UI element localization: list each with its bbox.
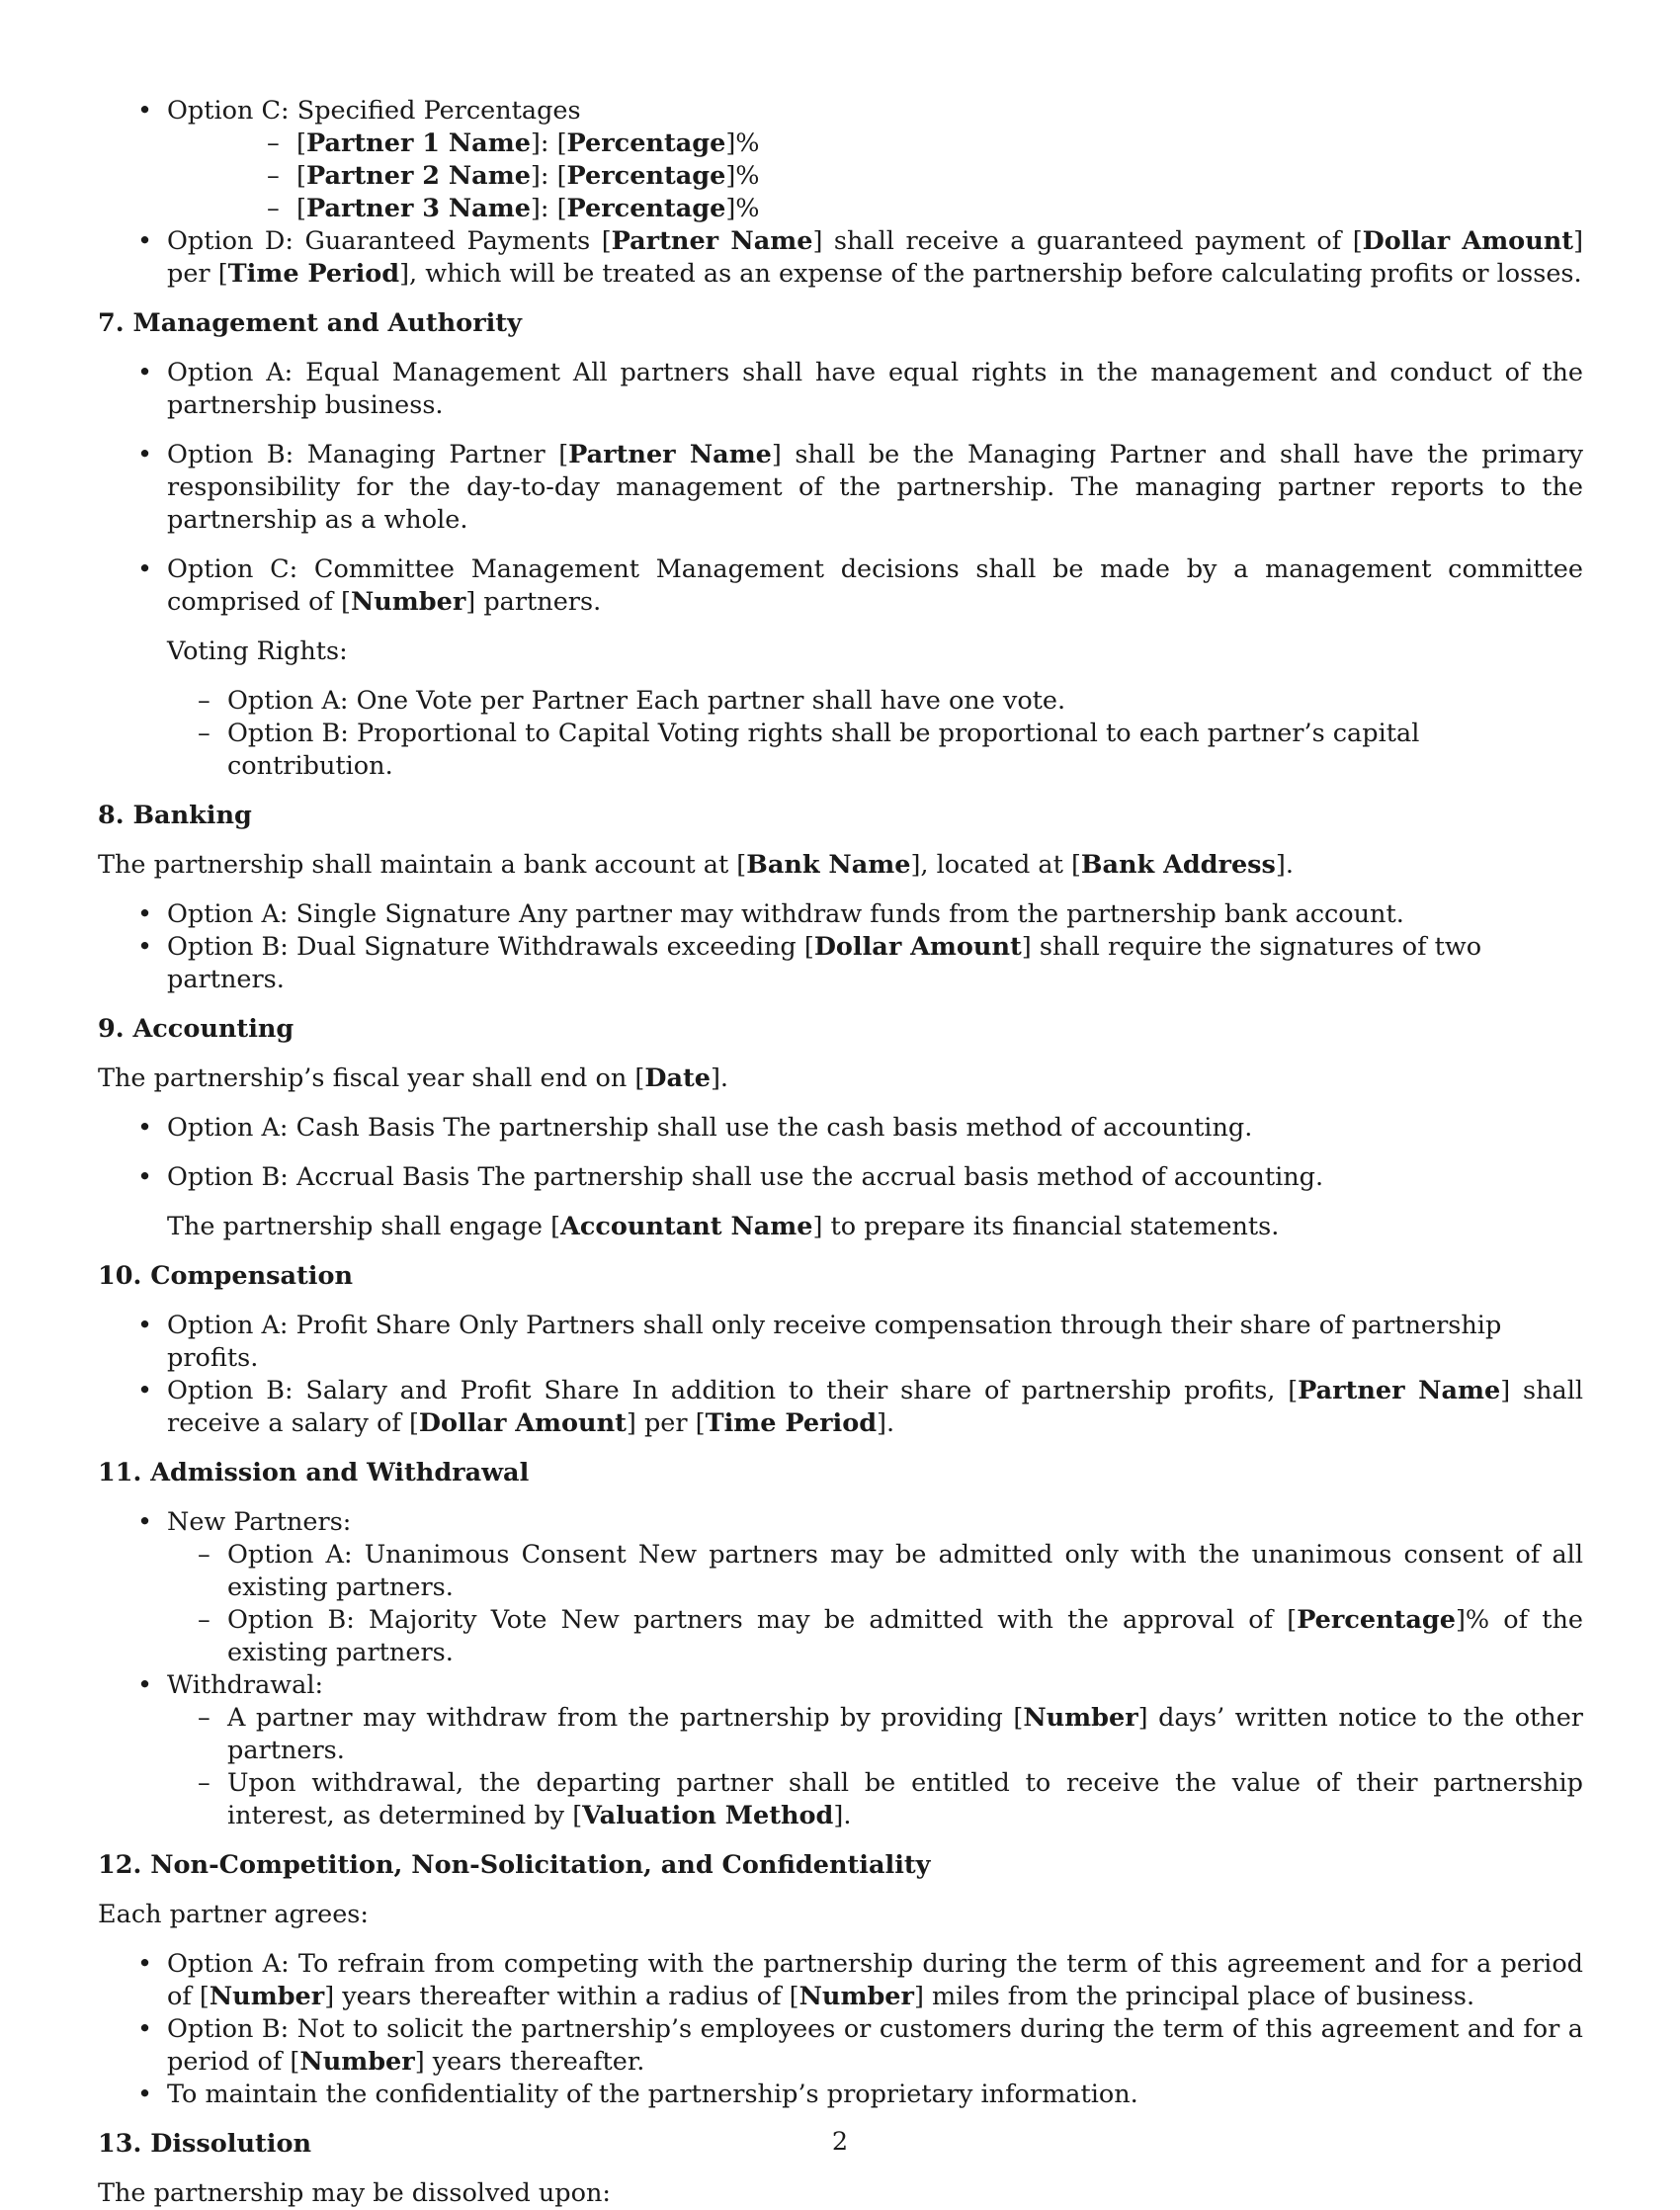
partner-2-percentage: – [Partner 2 Name]: [Percentage]% xyxy=(167,160,1583,193)
section-7-title: 7. Management and Authority xyxy=(98,308,522,338)
section-10-title: 10. Compensation xyxy=(98,1261,354,1291)
section-13-title: 13. Dissolution xyxy=(98,2129,312,2159)
banking-option-a: • Option A: Single Signature Any partner may withdraw funds from the partnership bank account. xyxy=(98,898,1583,931)
compensation-option-a: • Option A: Profit Share Only Partners shall only receive compensation through their share of partnership profits. xyxy=(98,1310,1583,1375)
new-partners-option-a: – Option A: Unanimous Consent New partners may be admitted only with the unanimous consent of all existing partners. xyxy=(98,1539,1583,1604)
management-option-b: • Option B: Managing Partner [Partner Name] shall be the Managing Partner and shall have the primary responsibility for the day-to-day management of the partnership. The managing partner reports to the partnership as a whole. xyxy=(98,439,1583,537)
confidentiality-item: • To maintain the confidentiality of the partnership’s proprietary information. xyxy=(98,2079,1583,2111)
voting-rights-label: Voting Rights: xyxy=(167,637,348,666)
accounting-option-a: • Option A: Cash Basis The partnership shall use the cash basis method of accounting. xyxy=(98,1112,1583,1145)
withdrawal-notice: – A partner may withdraw from the partnership by providing [Number] days’ written notice to the other partners. xyxy=(98,1702,1583,1767)
profit-options-list xyxy=(98,95,1583,291)
option-d-item: • Option D: Guaranteed Payments [Partner Name] shall receive a guaranteed payment of [Dollar Amount] per [Time Period], which will be treated as an expense of the partnership before calculating profits or losses. xyxy=(98,225,1583,291)
banking-options-list xyxy=(98,898,1583,996)
section-8-title: 8. Banking xyxy=(98,801,252,830)
non-compete-intro: Each partner agrees: xyxy=(98,1900,369,1929)
option-c-item xyxy=(98,95,1583,225)
accounting-intro: The partnership’s fiscal year shall end on [Date]. xyxy=(98,1063,729,1093)
banking-option-b: • Option B: Dual Signature Withdrawals exceeding [Dollar Amount] shall require the signatures of two partners. xyxy=(98,931,1583,996)
option-c-text: Option C: Specified Percentages xyxy=(167,96,581,126)
new-partners-item: • New Partners: – Option A: Unanimous Consent New partners may be admitted only with the unanimous consent of all existing partners. – Option B: Majority Vote New partners may be admitted with the approval of [Percentage]% of the existing partners. xyxy=(98,1506,1583,1669)
compensation-option-b: • Option B: Salary and Profit Share In addition to their share of partnership profits, [Partner Name] shall receive a salary of [Dollar Amount] per [Time Period]. xyxy=(98,1375,1583,1440)
admission-withdrawal-list xyxy=(98,1506,1583,1832)
voting-options-list xyxy=(98,685,1583,783)
non-compete-option-b: • Option B: Not to solicit the partnership’s employees or customers during the term of this agreement and for a period of [Number] years thereafter. xyxy=(98,2013,1583,2079)
management-option-c: • Option C: Committee Management Management decisions shall be made by a management committee comprised of [Number] partners. xyxy=(98,553,1583,619)
section-9-title: 9. Accounting xyxy=(98,1014,294,1044)
percentages-sublist xyxy=(167,128,1583,225)
dissolution-intro: The partnership may be dissolved upon: xyxy=(98,2178,612,2208)
compensation-options-list xyxy=(98,1310,1583,1440)
management-option-a: • Option A: Equal Management All partners shall have equal rights in the management and conduct of the partnership business. xyxy=(98,357,1583,422)
accounting-options-list xyxy=(98,1112,1583,1194)
section-11-title: 11. Admission and Withdrawal xyxy=(98,1458,530,1488)
new-partners-sublist xyxy=(167,1539,1583,1669)
new-partners-option-b: – Option B: Majority Vote New partners may be admitted with the approval of [Percentage]% of the existing partners. xyxy=(98,1604,1583,1669)
accounting-option-b: • Option B: Accrual Basis The partnership shall use the accrual basis method of accounting. xyxy=(98,1161,1583,1194)
accountant-engagement: The partnership shall engage [Accountant Name] to prepare its financial statements. xyxy=(167,1212,1280,1241)
section-12-title: 12. Non-Competition, Non-Solicitation, and Confidentiality xyxy=(98,1850,931,1880)
banking-intro: The partnership shall maintain a bank account at [Bank Name], located at [Bank Address]. xyxy=(98,850,1294,880)
partner-3-percentage: – [Partner 3 Name]: [Percentage]% xyxy=(167,193,1583,225)
withdrawal-value: – Upon withdrawal, the departing partner shall be entitled to receive the value of their partnership interest, as determined by [Valuation Method]. xyxy=(98,1767,1583,1832)
document-page xyxy=(98,95,1583,2210)
voting-option-b: – Option B: Proportional to Capital Voting rights shall be proportional to each partner’s capital contribution. xyxy=(98,718,1583,783)
non-compete-options-list xyxy=(98,1948,1583,2111)
partner-1-percentage: – [Partner 1 Name]: [Percentage]% xyxy=(167,128,1583,160)
voting-option-a: – Option A: One Vote per Partner Each partner shall have one vote. xyxy=(98,685,1583,718)
non-compete-option-a: • Option A: To refrain from competing with the partnership during the term of this agreement and for a period of [Number] years thereafter within a radius of [Number] miles from the principal place of business. xyxy=(98,1948,1583,2013)
withdrawal-item: • Withdrawal: – A partner may withdraw from the partnership by providing [Number] days’ written notice to the other partners. – Upon withdrawal, the departing partner shall be entitled to receive the value of their partnership interest, as determined by [Valuation Method]. xyxy=(98,1669,1583,1832)
withdrawal-sublist xyxy=(167,1702,1583,1832)
page-number: 2 xyxy=(831,2127,849,2157)
management-options-list xyxy=(98,357,1583,619)
